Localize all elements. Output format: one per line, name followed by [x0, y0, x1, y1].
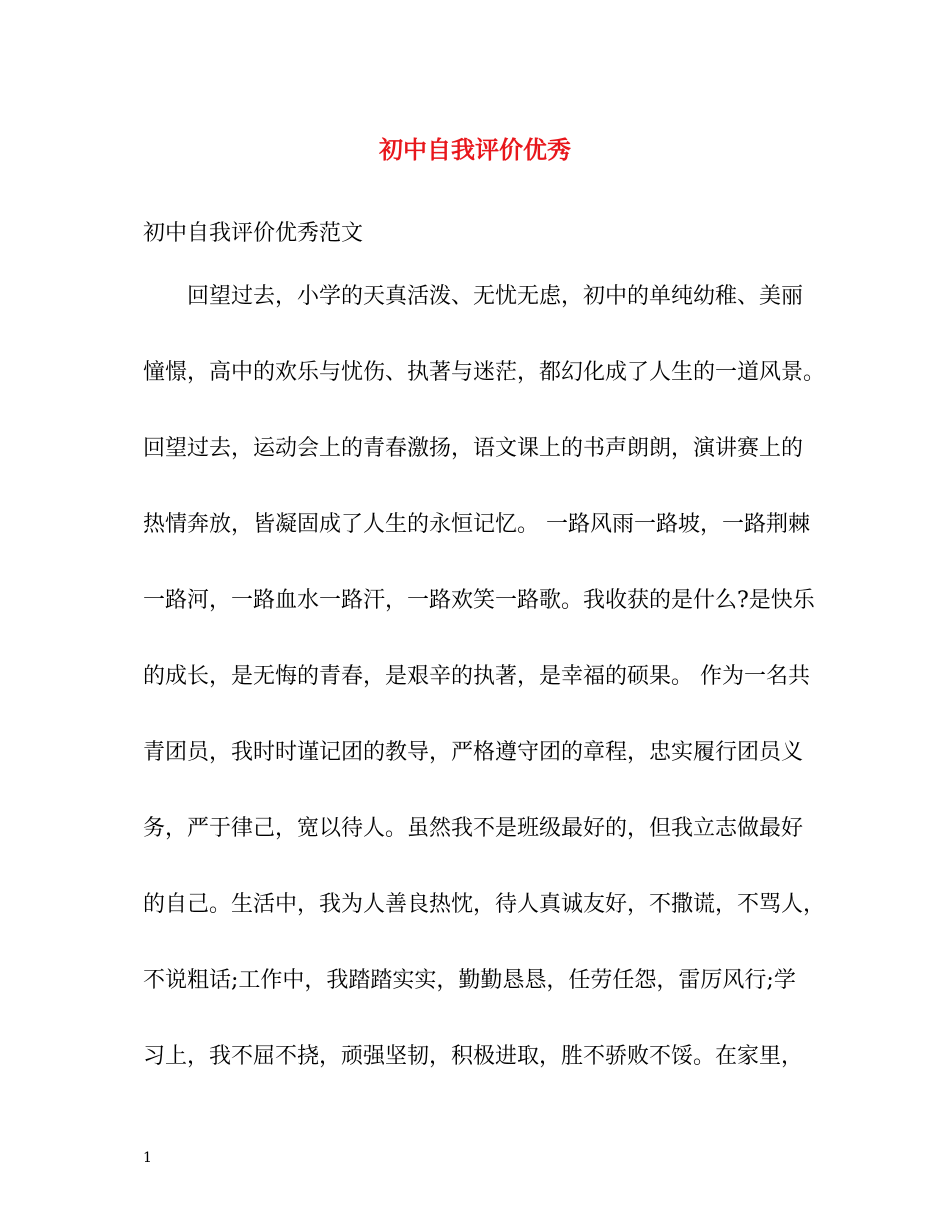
body-line: 青团员，我时时谨记团的教导，严格遵守团的章程，忠实履行团员义	[143, 740, 804, 765]
body-line: 回望过去，小学的天真活泼、无忧无虑，初中的单纯幼稚、美丽	[143, 284, 804, 309]
body-line: 不说粗话;工作中，我踏踏实实，勤勤恳恳，任劳任怨，雷厉风行;学	[143, 968, 796, 993]
body-line: 热情奔放，皆凝固成了人生的永恒记忆。 一路风雨一路坡，一路荆棘	[143, 512, 810, 537]
document-title: 初中自我评价优秀	[379, 135, 571, 164]
body-line: 一路河，一路血水一路汗，一路欢笑一路歌。我收获的是什么?是快乐	[143, 588, 815, 613]
page-number: 1	[143, 1150, 152, 1166]
body-line: 的成长，是无悔的青春，是艰辛的执著，是幸福的硕果。 作为一名共	[143, 664, 810, 689]
body-line: 憧憬，高中的欢乐与忧伤、执著与迷茫，都幻化成了人生的一道风景。	[143, 360, 826, 385]
document-subtitle: 初中自我评价优秀范文	[143, 221, 364, 246]
body-line: 务，严于律己，宽以待人。虽然我不是班级最好的，但我立志做最好	[143, 816, 804, 841]
body-line: 的自己。生活中，我为人善良热忱，待人真诚友好，不撒谎，不骂人，	[143, 892, 826, 917]
body-line: 回望过去，运动会上的青春激扬，语文课上的书声朗朗，演讲赛上的	[143, 436, 804, 461]
body-line: 习上，我不屈不挠，顽强坚韧，积极进取，胜不骄败不馁。在家里，	[143, 1044, 804, 1069]
document-body	[143, 277, 826, 1113]
